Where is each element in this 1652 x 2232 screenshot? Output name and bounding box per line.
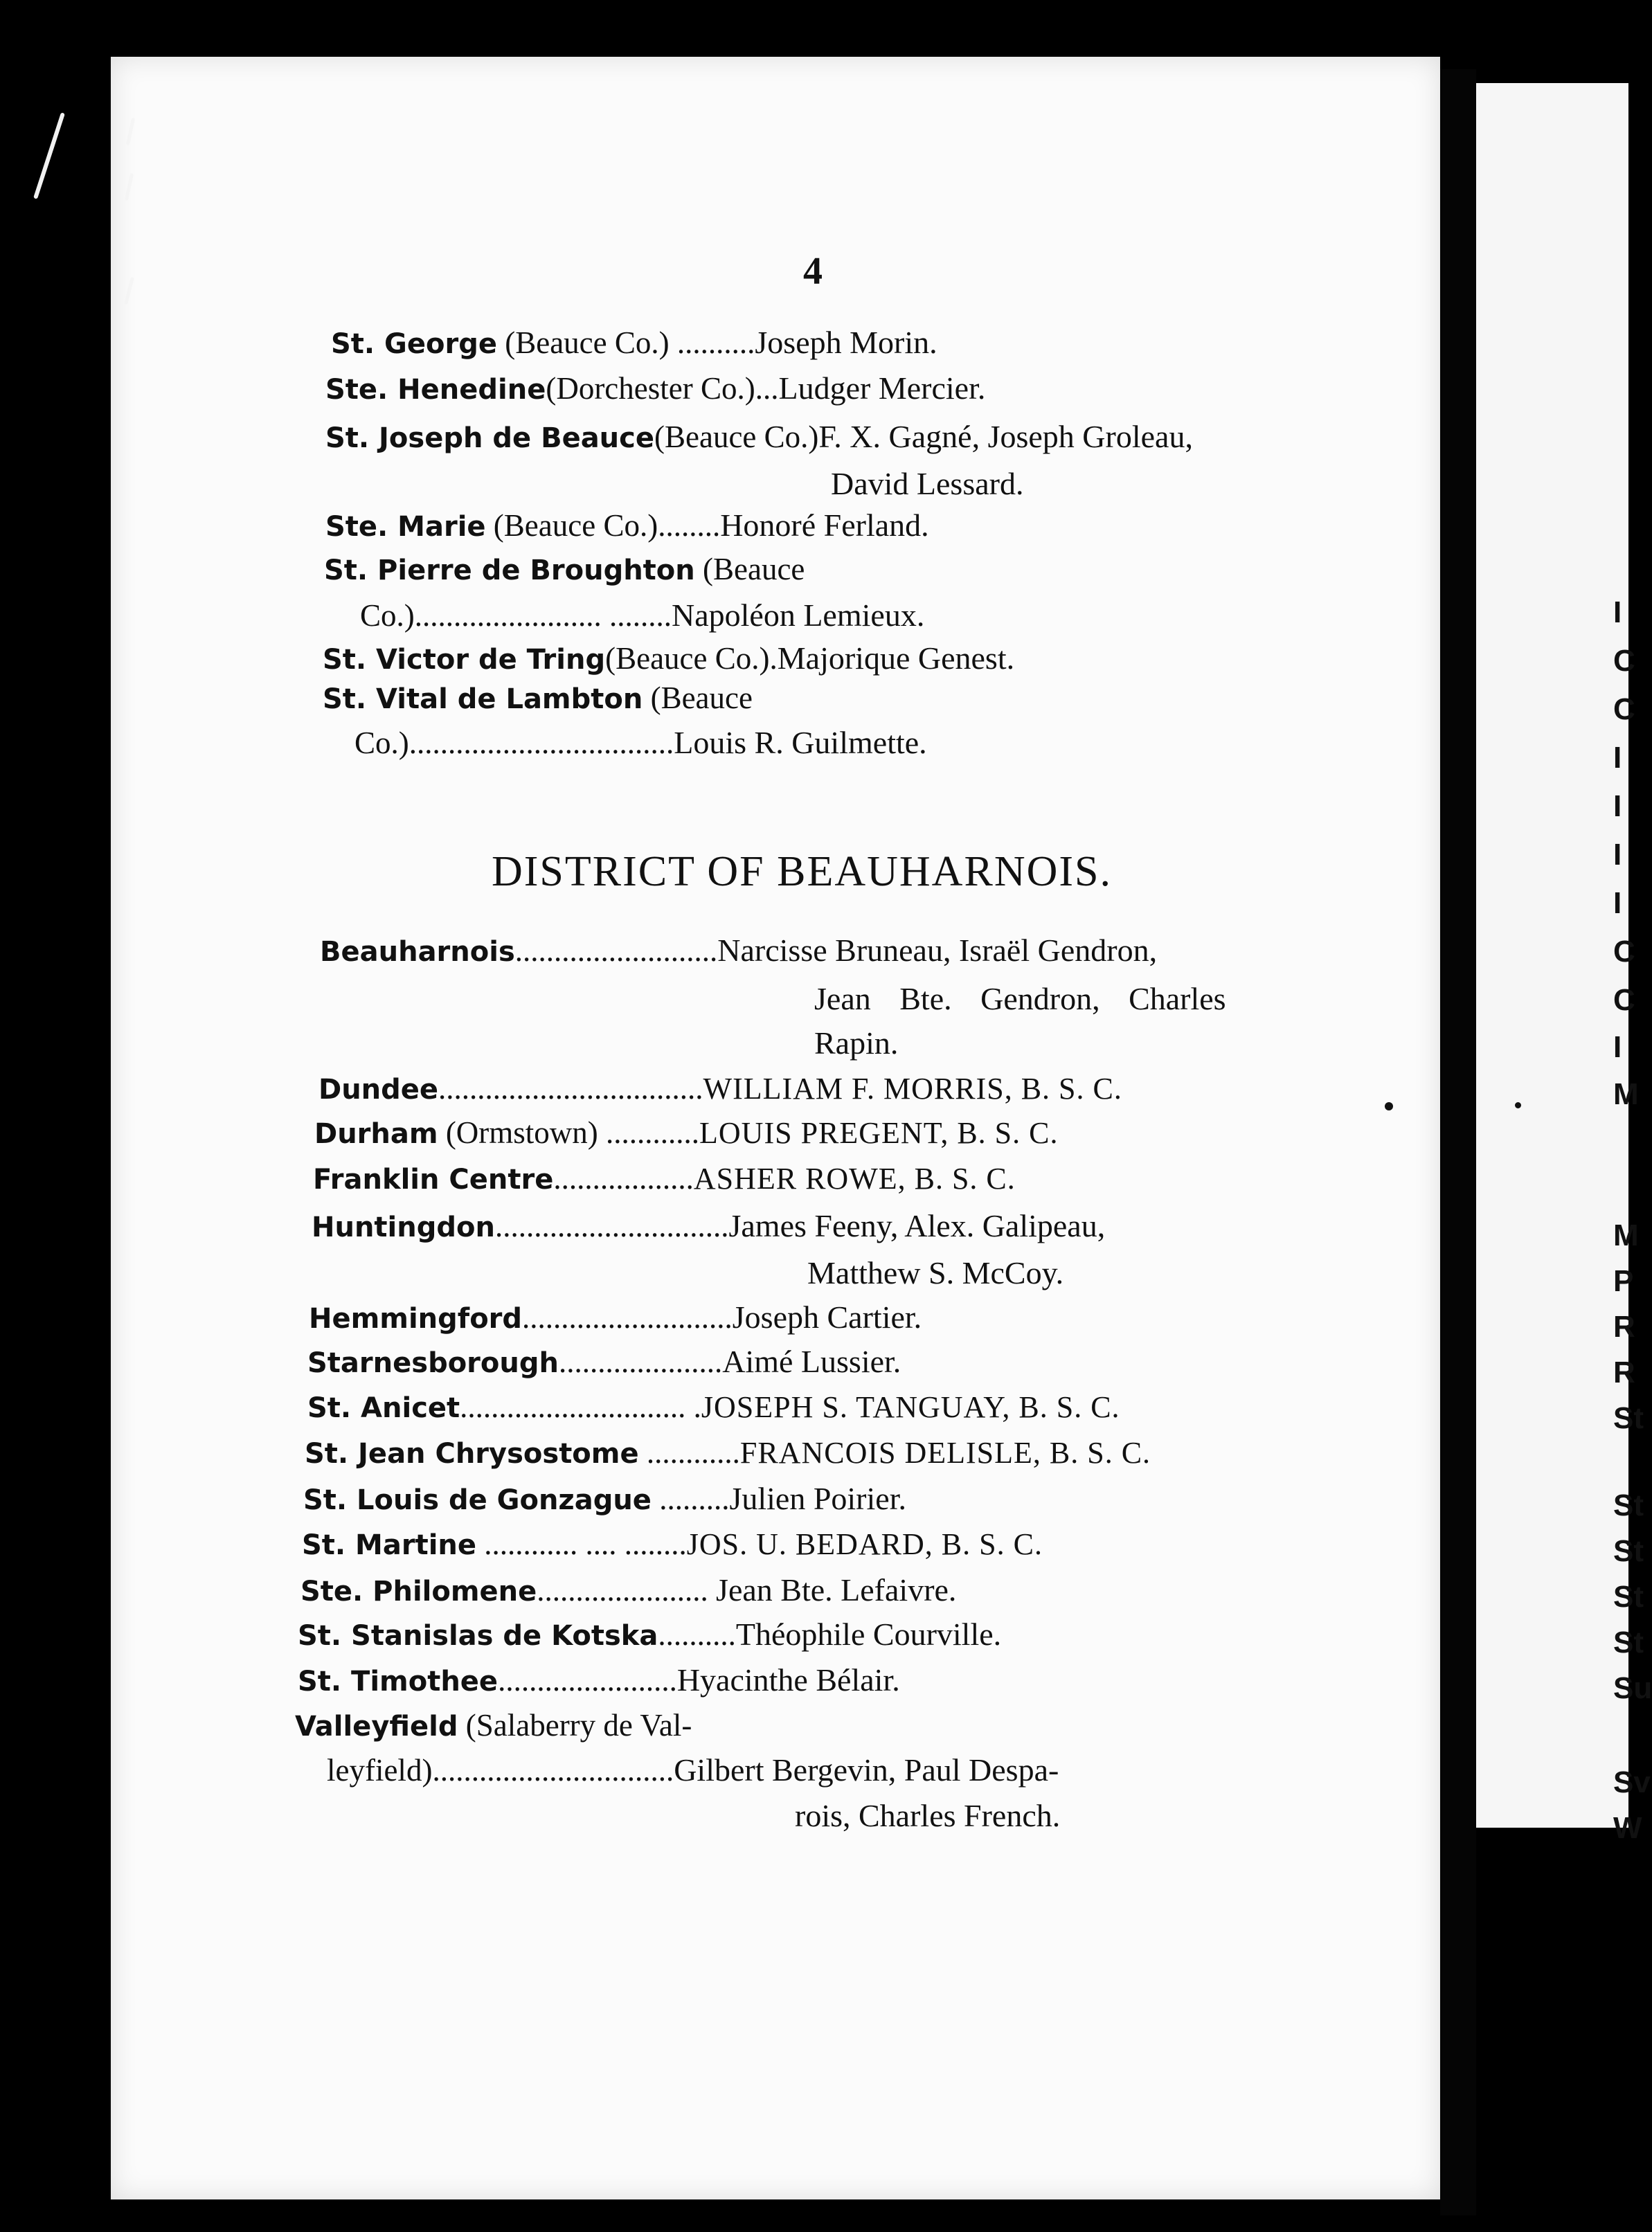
facing-letter: I bbox=[1613, 595, 1622, 629]
list-item: Starnesborough.....................Aimé Lussier. bbox=[307, 1344, 901, 1379]
page-gutter bbox=[1440, 69, 1476, 2215]
list-item: St. Stanislas de Kotska..........Théophile Courville. bbox=[298, 1617, 1002, 1652]
list-item: St. Timothee.......................Hyacinthe Bélair. bbox=[298, 1662, 900, 1698]
speck bbox=[1515, 1102, 1521, 1108]
list-item: St. George (Beauce Co.) ..........Joseph Morin. bbox=[331, 325, 937, 360]
list-item: St. Jean Chrysostome ............FRANCOIS DELISLE, B. S. C. bbox=[305, 1435, 1151, 1470]
facing-letter: St bbox=[1613, 1401, 1644, 1435]
facing-letter: C bbox=[1613, 692, 1635, 726]
list-item-continuation: Co.)........................ ........Napoléon Lemieux. bbox=[360, 597, 925, 633]
facing-letter: P bbox=[1613, 1264, 1634, 1298]
facing-letter: I bbox=[1613, 886, 1622, 920]
list-item: St. Martine ............ .... ........JOS. U. BEDARD, B. S. C. bbox=[302, 1527, 1043, 1561]
list-item: Ste. Philomene...................... Jean Bte. Lefaivre. bbox=[300, 1572, 957, 1608]
list-item: Hemmingford...........................Joseph Cartier. bbox=[309, 1299, 922, 1335]
facing-letter: M bbox=[1613, 1218, 1639, 1252]
facing-letter: I bbox=[1613, 838, 1622, 872]
list-item-continuation: Jean Bte. Gendron, Charles bbox=[814, 981, 1226, 1016]
list-item: St. Vital de Lambton (Beauce bbox=[323, 681, 753, 715]
list-item: Ste. Henedine(Dorchester Co.)...Ludger Mercier. bbox=[325, 370, 986, 406]
facing-letter: I bbox=[1613, 1030, 1622, 1064]
facing-letter: R bbox=[1613, 1356, 1635, 1389]
list-item: St. Anicet............................. .JOSEPH S. TANGUAY, B. S. C. bbox=[307, 1389, 1120, 1424]
facing-letter: M bbox=[1613, 1077, 1639, 1111]
facing-letter: St bbox=[1613, 1626, 1644, 1659]
list-item: St. Joseph de Beauce(Beauce Co.)F. X. Gagné, Joseph Groleau, bbox=[325, 419, 1193, 454]
list-item-continuation: Matthew S. McCoy. bbox=[807, 1255, 1064, 1290]
facing-letter: I bbox=[1613, 741, 1622, 775]
list-item: Beauharnois..........................Narcisse Bruneau, Israël Gendron, bbox=[320, 933, 1158, 968]
list-item-continuation: David Lessard. bbox=[831, 466, 1024, 501]
list-item-continuation: Co.)..................................Louis R. Guilmette. bbox=[354, 725, 927, 760]
facing-letter: W bbox=[1613, 1811, 1642, 1845]
facing-letter: C bbox=[1613, 983, 1635, 1017]
district-heading: DISTRICT OF BEAUHARNOIS. bbox=[492, 848, 1112, 895]
facing-letter: I bbox=[1613, 789, 1622, 823]
list-item: St. Victor de Tring(Beauce Co.).Majorique Genest. bbox=[323, 640, 1015, 676]
facing-letter: R bbox=[1613, 1310, 1635, 1344]
list-item: Franklin Centre..................ASHER ROWE, B. S. C. bbox=[313, 1161, 1016, 1196]
list-item: Huntingdon..............................James Feeny, Alex. Galipeau, bbox=[312, 1208, 1106, 1243]
list-item: Ste. Marie (Beauce Co.)........Honoré Ferland. bbox=[325, 507, 929, 543]
facing-page bbox=[1476, 83, 1628, 1828]
facing-letter: Sv bbox=[1613, 1765, 1651, 1799]
list-item-continuation: leyfield)...............................Gilbert Bergevin, Paul Despa- bbox=[327, 1752, 1059, 1788]
scan-mark bbox=[33, 112, 65, 199]
page-number: 4 bbox=[803, 250, 823, 293]
facing-letter: C bbox=[1613, 644, 1635, 678]
list-item: St. Louis de Gonzague .........Julien Poirier. bbox=[303, 1481, 906, 1516]
list-item: Durham (Ormstown) ............LOUIS PREGENT, B. S. C. bbox=[314, 1115, 1059, 1150]
speck bbox=[1385, 1102, 1393, 1110]
list-item: St. Pierre de Broughton (Beauce bbox=[324, 552, 805, 586]
facing-letter: St bbox=[1613, 1488, 1644, 1522]
list-item: Valleyfield (Salaberry de Val- bbox=[295, 1708, 692, 1743]
facing-letter: Su bbox=[1613, 1671, 1652, 1705]
facing-letter: C bbox=[1613, 935, 1635, 969]
facing-letter: St bbox=[1613, 1580, 1644, 1614]
list-item-continuation: Rapin. bbox=[814, 1025, 899, 1061]
list-item-continuation: rois, Charles French. bbox=[795, 1798, 1061, 1833]
list-item: Dundee..................................WILLIAM F. MORRIS, B. S. C. bbox=[318, 1071, 1122, 1106]
facing-letter: St bbox=[1613, 1534, 1644, 1568]
